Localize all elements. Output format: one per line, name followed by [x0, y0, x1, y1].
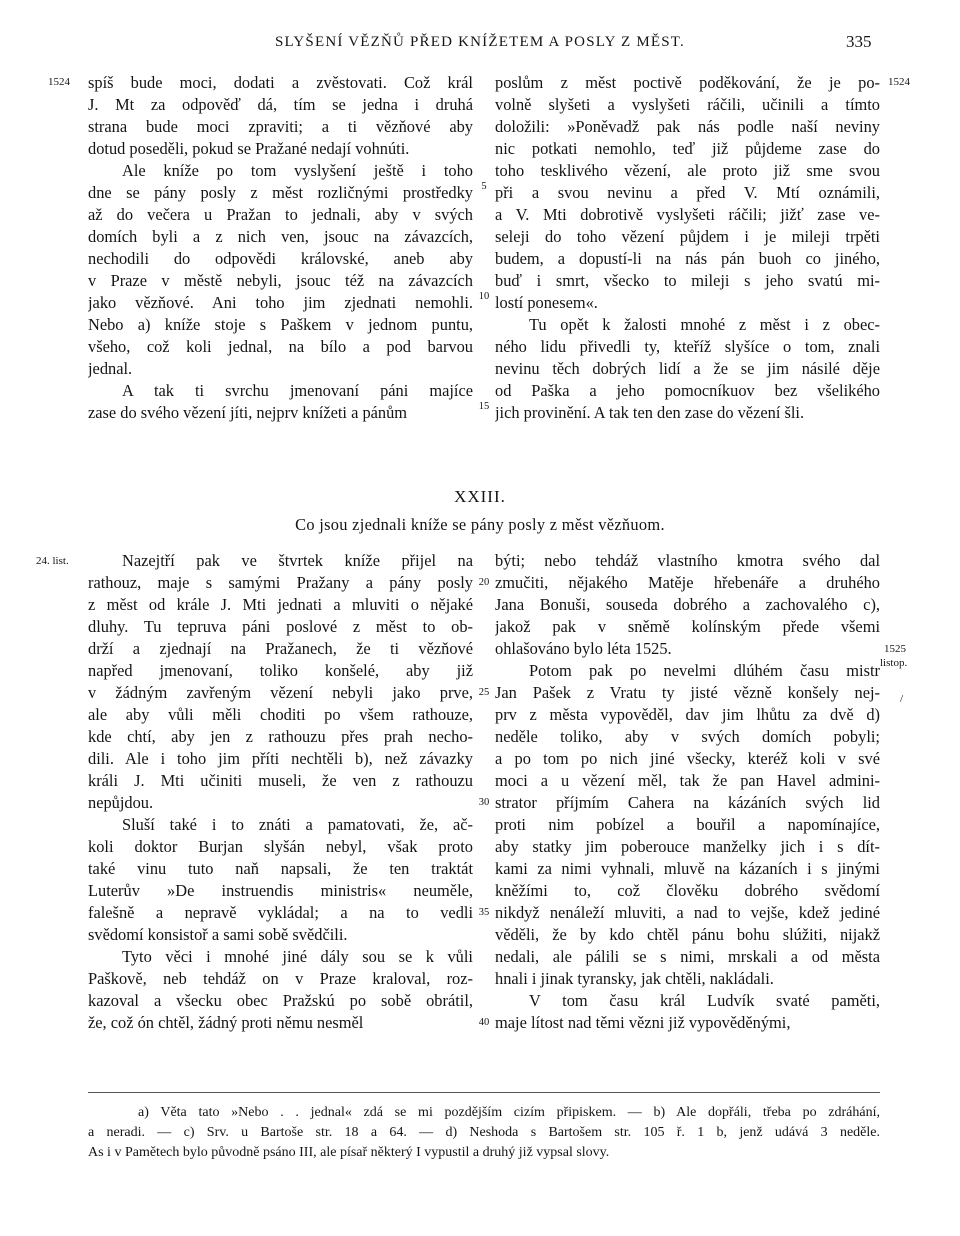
text-line: v žádným zavřeným vězení nebyli jako prve,	[88, 683, 473, 702]
text-line: že, což ón chtěl, žádný proti němu nesměl	[88, 1013, 364, 1032]
text-line: ale aby vůli měli choditi po všem rathouze,	[88, 705, 473, 724]
text-line: seleji do toho vězení půjdem i je mileji trpěti	[495, 227, 880, 246]
text-line: všeho, což koli jednal, na bílo a pod barvou	[88, 337, 473, 356]
text-line: dluhy. Tu tepruva páni poslové z měst to ob-	[88, 617, 473, 636]
text-line: budem, a dopustí-li na nás pán buoh co jiného,	[495, 249, 880, 268]
text-line: domích byli a z nich ven, jsouc na závazcích,	[88, 227, 473, 246]
chapter-heading: Co jsou zjednali kníže se pány posly z měst vězňuom.	[295, 515, 665, 534]
footnote-divider	[88, 1092, 880, 1093]
text-line: až do večera u Pražan to jednali, aby v svých	[88, 205, 473, 224]
margin-year-left: 1524	[48, 76, 70, 88]
text-line: aby statky jim poberouce manželky jich i s dít-	[495, 837, 880, 856]
margin-list-reference: 24. list.	[36, 555, 69, 567]
text-line: nevinu těch dobrých lidí a že se jim násilé děje	[495, 359, 880, 378]
text-column-right-lower	[495, 550, 880, 1034]
text-line: proti nim pobízel a bouřil a napomínajíce,	[495, 815, 880, 834]
text-line: hnali i jinak tyransky, jak chtěli, nakládali.	[495, 969, 774, 988]
text-line: lostí ponesem«.	[495, 293, 598, 312]
text-line: toho tesklivého vězení, ale proto již sme svou	[495, 161, 880, 180]
text-line: v Praze v městě nebyli, jsouc též na závazcích	[88, 271, 473, 290]
text-line: také vinu tuto naň napsali, že ten traktát	[88, 859, 473, 878]
text-line: dne se pány posly z měst rozličnými prostředky	[88, 183, 473, 202]
text-line: rathouz, maje s samými Pražany a pány posly	[88, 573, 473, 592]
text-line: nic potkati nemohlo, teď již půjdeme zase do	[495, 139, 880, 158]
text-line: svědomí konsistoř a sami sobě svědčili.	[88, 925, 348, 944]
text-line: jich provinění. A tak ten den zase do vězení šli.	[495, 403, 805, 422]
text-line: kněžími to, což člověku dobrého svědomí	[495, 881, 880, 900]
text-line: dotud poseděli, pokud se Pražané nedají vohnúti.	[88, 139, 410, 158]
text-line: Jana Bonuši, souseda dobrého a zachovalého c),	[495, 595, 880, 614]
margin-month-lower: listop.	[880, 657, 908, 669]
margin-year-right: 1524	[888, 76, 910, 88]
text-column-right-upper	[495, 72, 880, 424]
text-line: poslům z měst poctivě poděkování, že je po-	[495, 73, 880, 92]
text-line: spíš bude moci, dodati a zvěstovati. Což král	[88, 73, 473, 92]
line-number: 15	[478, 401, 490, 412]
text-line: Tyto věci i mnohé jiné dály sou se k vůli	[122, 947, 473, 966]
text-line: neděle toliko, aby v svých domích pobyli;	[495, 727, 880, 746]
text-line: napřed jmenovaní, toliko konšelé, aby již	[88, 661, 473, 680]
line-number: 10	[478, 291, 490, 302]
text-line: zase do svého vězení jíti, nejprv knížeti a pánům	[88, 403, 408, 422]
footnote-line: a) Věta tato »Nebo . . jednal« zdá se mi pozdějším cizím připiskem. — b) Ale dopřáli, třeba po zdráhání,	[138, 1105, 880, 1120]
text-line: kde chtí, aby jen z rathouzu přes prah necho-	[88, 727, 473, 746]
text-line: ohlašováno bylo léta 1525.	[495, 639, 672, 658]
text-line: Ale kníže po tom vyslyšení ještě i toho	[122, 161, 473, 180]
text-line: králi J. Mti učiniti museli, že ven z rathouzu	[88, 771, 473, 790]
text-column-left-lower	[88, 550, 473, 1034]
chapter-number: XXIII.	[454, 487, 506, 506]
text-column-left-upper	[88, 72, 473, 424]
text-line: buď i smrt, všecko to mileji s jeho svatú mi-	[495, 271, 880, 290]
line-number: 5	[481, 181, 487, 192]
text-line: strator příjmím Cahera na kázáních svých lid	[495, 793, 880, 812]
text-line: nechodili do odpovědi královské, aneb aby	[88, 249, 473, 268]
page-number: 335	[846, 32, 872, 51]
line-number: 40	[478, 1017, 490, 1028]
footnote-line: a neradi. — c) Srv. u Bartoše str. 18 a 64. — d) Neshoda s Bartošem str. 105 ř. 1 b, jenž udává 3 neděle.	[88, 1125, 880, 1140]
text-line: z měst od krále J. Mti jednati a mluviti o nějaké	[88, 595, 473, 614]
text-line: kazoval a všecku obec Pražskú po sobě obrátil,	[88, 991, 473, 1010]
text-line: od Paška a jeho pomocníkuov bez všelikého	[495, 381, 880, 400]
text-line: drží a zjednají na Pražanech, že ti vězňové	[88, 639, 473, 658]
text-line: při a svou nevinu a před V. Mtí oznámili,	[495, 183, 880, 202]
footnotes	[88, 1103, 880, 1163]
text-line: jednal.	[88, 359, 133, 378]
text-line: nedali, ale pálili se s nimi, mrskali a od města	[495, 947, 880, 966]
text-line: Paškově, neb tehdáž on v Praze kraloval, roz-	[88, 969, 473, 988]
text-line: a po tom po nich jiné všecky, kteréž koli v své	[495, 749, 880, 768]
text-line: maje lítost nad těmi vězni již vypověděnými,	[495, 1013, 791, 1032]
text-line: Potom pak po nevelmi dlúhém času mistr	[529, 661, 880, 680]
text-line: ného lidu přivedli ty, kteříž slyšíce o tom, znali	[495, 337, 880, 356]
text-line: zmučiti, nějakého Matěje hřebenáře a druhého	[495, 573, 880, 592]
text-line: býti; nebo tehdáž vlastního kmotra svého dal	[495, 551, 880, 570]
line-number: 35	[478, 907, 490, 918]
text-line: Luterův »De instruendis ministris« neuměle,	[88, 881, 473, 900]
text-line: volně slyšeti a vyslyšeti ráčili, učinili a tímto	[495, 95, 880, 114]
text-line: a V. Mti dobrotivě vyslyšeti ráčili; jižť zase ve-	[495, 205, 880, 224]
text-line: jako vězňové. Ani toho jim zjednati nemohli.	[88, 293, 473, 312]
text-line: jakož pak v sněmě kolínským přede všemi	[495, 617, 880, 636]
text-line: věděli, že by kdo chtěl pánu bohu slúžiti, nijakž	[495, 925, 880, 944]
text-line: moci a u vězení měl, tak že pan Havel admini-	[495, 771, 880, 790]
margin-stray-mark: /	[900, 693, 904, 705]
running-title: SLYŠENÍ VĚZŇŮ PŘED KNÍŽETEM A POSLY Z MĚST.	[275, 34, 685, 50]
text-line: Nebo a) kníže stoje s Paškem v jednom puntu,	[88, 315, 473, 334]
text-line: Nazejtří pak ve štvrtek kníže přijel na	[122, 551, 473, 570]
line-number: 30	[478, 797, 490, 808]
text-line: falešně a nepravě vykládal; a na to vedli	[88, 903, 473, 922]
text-line: doložili: »Poněvadž pak nás podle naší neviny	[495, 117, 880, 136]
line-number: 25	[478, 687, 490, 698]
line-number: 20	[478, 577, 490, 588]
text-line: nepůjdou.	[88, 793, 154, 812]
text-line: kami za nimi vyhnali, mluvě na kázaních i s jinými	[495, 859, 880, 878]
margin-year-lower: 1525	[884, 643, 906, 655]
text-line: dili. Ale i toho jim příti nechtěli b), než závazky	[88, 749, 473, 768]
text-line: Sluší také i to znáti a pamatovati, že, ač-	[122, 815, 473, 834]
text-line: koli doktor Burjan slyšán nebyl, však proto	[88, 837, 473, 856]
footnote-line: As i v Pamětech bylo původně psáno III, ale písař některý I vypustil a druhý již vypsal slovy.	[88, 1145, 610, 1160]
text-line: nikdyž nenáleží mluviti, a nad to vejše, kdež jediné	[495, 903, 880, 922]
text-line: prv z města vypověděl, dav jim lhůtu za dvě d)	[495, 705, 880, 724]
text-line: Tu opět k žalosti mnohé z měst i z obec-	[529, 315, 880, 334]
text-line: A tak ti svrchu jmenovaní páni majíce	[122, 381, 473, 400]
text-line: Jan Pašek z Vratu ty jisté vězně konšely nej-	[495, 683, 880, 702]
text-line: J. Mt za odpověď dá, tím se jedna i druhá	[88, 95, 473, 114]
text-line: V tom času král Ludvík svaté paměti,	[529, 991, 880, 1010]
text-line: strana bude moci zpraviti; a ti vězňové aby	[88, 117, 473, 136]
